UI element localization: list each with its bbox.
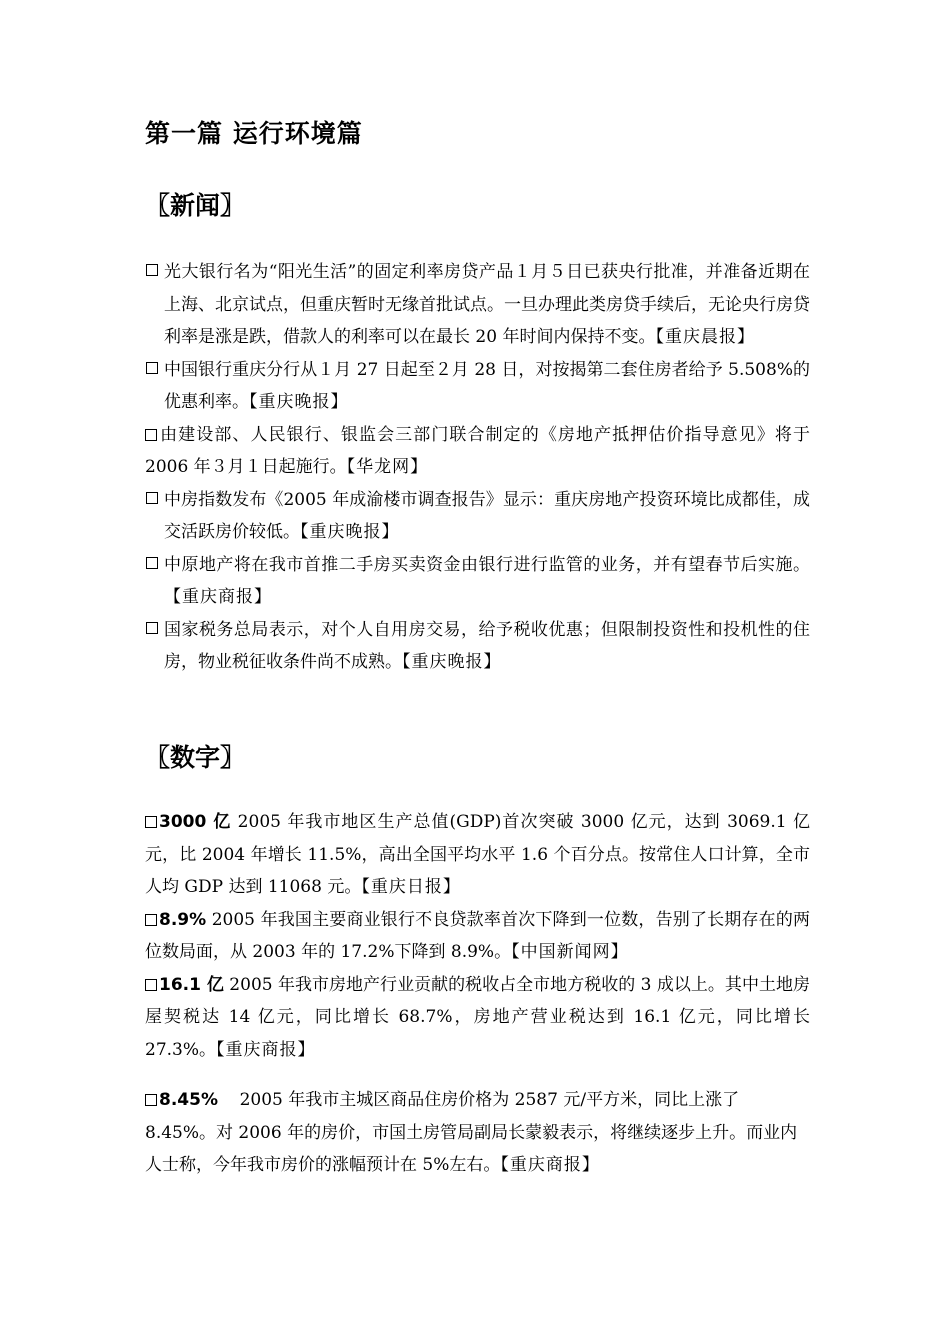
number-item-text: 2005 年我市主城区商品住房价格为 2587 元/平方米，同比上涨了 8.45%。对 2006 年的房价，市国土房管局副局长蒙毅表示，将继续逐步上升。而业内人士称，今年我市房价的涨幅预计在 5%左右。 — [145, 1090, 798, 1175]
number-item-source: 【中国新闻网】 — [511, 942, 629, 962]
checkbox-square-icon — [145, 816, 157, 828]
checkbox-square-icon — [146, 557, 158, 569]
news-item-text: 国家税务总局表示，对个人自用房交易，给予税收优惠；但限制投资性和投机性的住房，物业税征收条件尚不成熟。 — [164, 619, 810, 672]
news-item-text: 光大银行名为“阳光生活”的固定利率房贷产品１月５日已获央行批准，并准备近期在上海、北京试点，但重庆暂时无缘首批试点。一旦办理此类房贷手续后，无论央行房贷利率是涨是跌，借款人的利率可以在最长 20 年时间内保持不变。 — [164, 262, 810, 347]
checkbox-square-icon — [145, 429, 157, 441]
news-list — [145, 256, 810, 679]
checkbox-square-icon — [146, 622, 158, 634]
number-item-text: 2005 年我市房地产行业贡献的税收占全市地方税收的 3 成以上。其中土地房屋契税达 14 亿元，同比增长 68.7%，房地产营业税达到 16.1 亿元，同比增长 27.3%。 — [145, 974, 810, 1060]
news-item-source: 【重庆商报】 — [164, 587, 272, 607]
news-item-text: 由建设部、人民银行、银监会三部门联合制定的《房地产抵押估价指导意见》将于 2006 年３月１日起施行。 — [145, 424, 810, 477]
news-item — [145, 484, 810, 549]
checkbox-square-icon — [145, 979, 157, 991]
number-item-source: 【重庆日报】 — [361, 877, 461, 897]
news-item-text: 中原地产将在我市首推二手房买卖资金由银行进行监管的业务，并有望春节后实施。 — [164, 554, 810, 575]
number-item — [145, 806, 810, 904]
number-item-key: 8.9% — [159, 909, 207, 930]
numbers-section-heading: 〖数字〗 — [145, 743, 246, 772]
news-item-source: 【重庆晚报】 — [402, 652, 502, 672]
number-item — [145, 904, 810, 969]
number-item-text: 2005 年我市地区生产总值(GDP)首次突破 3000 亿元，达到 3069.1 亿元，比 2004 年增长 11.5%，高出全国平均水平 1.6 个百分点。按常住人口计算，全市人均 GDP 达到 11068 元。 — [145, 812, 810, 897]
numbers-list — [145, 806, 810, 1182]
news-item — [145, 256, 810, 354]
number-item — [145, 969, 810, 1067]
news-item-source: 【重庆晚报】 — [300, 522, 400, 542]
number-item — [145, 1084, 810, 1182]
news-item-text: 中房指数发布《2005 年成渝楼市调查报告》显示：重庆房地产投资环境比成都佳，成交活跃房价较低。 — [164, 489, 810, 542]
news-item — [145, 354, 810, 419]
news-item-source: 【重庆晚报】 — [249, 392, 349, 412]
news-item — [145, 614, 810, 679]
number-item-text: 2005 年我国主要商业银行不良贷款率首次下降到一位数，告别了长期存在的两位数局面，从 2003 年的 17.2%下降到 8.9%。 — [145, 909, 810, 962]
part-title: 第一篇 运行环境篇 — [145, 119, 363, 148]
news-item — [145, 419, 810, 484]
news-item-text: 中国银行重庆分行从１月 27 日起至２月 28 日，对按揭第二套住房者给予 5.508%的优惠利率。 — [164, 359, 810, 412]
number-item-source: 【重庆商报】 — [216, 1039, 316, 1060]
checkbox-square-icon — [146, 264, 158, 276]
number-item-source: 【重庆商报】 — [500, 1155, 600, 1175]
checkbox-square-icon — [145, 1094, 157, 1106]
checkbox-square-icon — [146, 362, 158, 374]
number-item-key: 8.45% — [159, 1090, 218, 1110]
number-item-key: 3000 亿 — [159, 812, 232, 832]
spacer — [145, 1066, 810, 1084]
checkbox-square-icon — [146, 492, 158, 504]
news-item-source: 【重庆晨报】 — [655, 327, 755, 347]
news-section-heading: 〖新闻〗 — [145, 191, 246, 220]
news-item-source: 【华龙网】 — [346, 457, 429, 477]
news-item — [145, 549, 810, 614]
checkbox-square-icon — [145, 914, 157, 926]
number-item-key: 16.1 亿 — [159, 974, 224, 995]
